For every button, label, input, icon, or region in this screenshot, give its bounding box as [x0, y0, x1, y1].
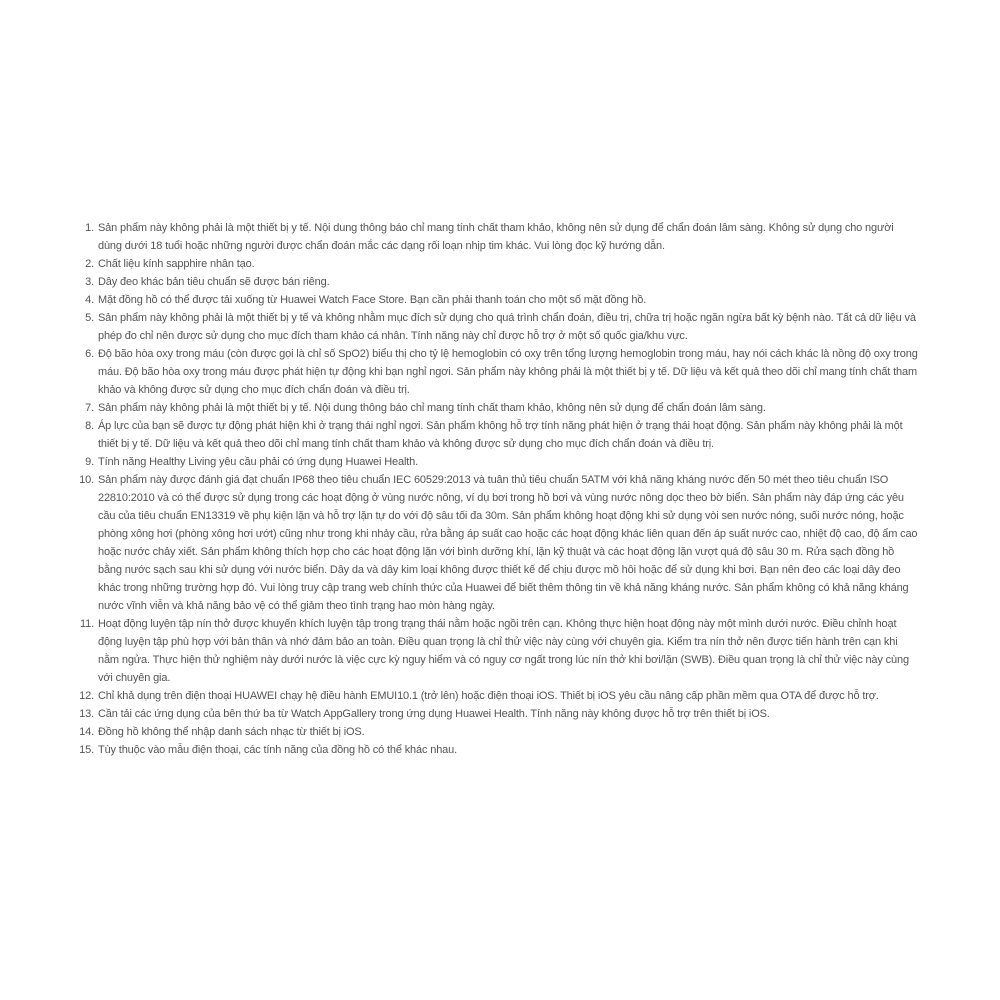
footnote-text: Hoạt động luyện tập nín thở được khuyến khích luyện tập trong trạng thái nằm hoặc ngồi trên cạn. Không thực hiện hoạt động này một mình dưới nước. Điều chỉnh hoạt động luyện tập phù hợp với bản thân và nhớ đảm bảo an toàn. Điều quan trọng là chỉ thử việc này cùng với chuyên gia. Kiểm tra nín thở nên được tiến hành trên cạn khi nằm ngửa. Thực hiện thử nghiệm này dưới nước là việc cực kỳ nguy hiểm và có nguy cơ ngất trong lúc nín thở khi bơi/lặn (SWB). Điều quan trọng là chỉ thử việc này cùng với chuyên gia. [98, 618, 909, 684]
footnote-number: 13. [79, 708, 94, 720]
footnote-text: Đồng hồ không thể nhập danh sách nhạc từ thiết bị iOS. [98, 726, 365, 738]
footnote-text: Sản phẩm này được đánh giá đạt chuẩn IP68 theo tiêu chuẩn IEC 60529:2013 và tuân thủ tiêu chuẩn 5ATM với khả năng kháng nước đến 50 mét theo tiêu chuẩn ISO 22810:2010 và có thể được sử dụng trong các hoạt động ở vùng nước nông, ví dụ bơi trong hồ bơi và vùng nước nông dọc theo bờ biển. Sản phẩm này đáp ứng các yêu cầu của tiêu chuẩn EN13319 về phụ kiện lặn và hỗ trợ lặn tự do với độ sâu tối đa 30m. Sản phẩm không hoạt động khi sử dụng vòi sen nước nóng, suối nước nóng, hoặc phòng xông hơi (phòng xông hơi ướt) cũng như trong khi nhảy cầu, rửa bằng áp suất cao hoặc các hoạt động khác liên quan đến áp suất nước cao, nhiệt độ cao, độ ẩm cao hoặc nước chảy xiết. Sản phẩm không thích hợp cho các hoạt động lặn với bình dưỡng khí, lặn kỹ thuật và các hoạt động lặn vượt quá độ sâu 30 m. Rửa sạch đồng hồ bằng nước sạch sau khi sử dụng với nước biển. Dây da và dây kim loại không được thiết kế để chịu được mồ hôi hoặc để sử dụng khi bơi. Bạn nên đeo các loại dây đeo khác trong những trường hợp đó. Vui lòng truy cập trang web chính thức của Huawei để biết thêm thông tin về khả năng kháng nước. Sản phẩm không có khả năng kháng nước vĩnh viễn và khả năng bảo vệ có thể giảm theo tình trạng hao mòn hàng ngày. [98, 474, 918, 612]
footnote-number: 12. [79, 690, 94, 702]
footnote-item [78, 705, 920, 723]
footnote-number: 2. [85, 258, 94, 270]
footnote-number: 9. [85, 456, 94, 468]
footnotes-list [78, 219, 920, 759]
footnote-item [78, 741, 920, 759]
footnote-text: Sản phẩm này không phải là một thiết bị y tế và không nhằm mục đích sử dụng cho quá trình chẩn đoán, điều trị, chữa trị hoặc ngăn ngừa bất kỳ bệnh nào. Tất cả dữ liệu và phép đo chỉ nên được sử dụng cho mục đích tham khảo cá nhân. Tính năng này chỉ được hỗ trợ ở một số quốc gia/khu vực. [98, 312, 916, 342]
footnote-item [78, 687, 920, 705]
footnote-item [78, 723, 920, 741]
footnote-number: 1. [85, 222, 94, 234]
footnote-text: Cần tải các ứng dụng của bên thứ ba từ Watch AppGallery trong ứng dụng Huawei Health. Tính năng này không được hỗ trợ trên thiết bị iOS. [98, 708, 770, 720]
footnote-number: 5. [85, 312, 94, 324]
footnote-text: Sản phẩm này không phải là một thiết bị y tế. Nội dung thông báo chỉ mang tính chất tham khảo, không nên sử dụng để chẩn đoán lâm sàng. Không sử dụng cho người dùng dưới 18 tuổi hoặc những người được chẩn đoán mắc các dạng rối loạn nhịp tim khác. Vui lòng đọc kỹ hướng dẫn. [98, 222, 894, 252]
footnote-item [78, 309, 920, 345]
footnote-number: 15. [79, 744, 94, 756]
footnote-number: 11. [79, 618, 94, 630]
footnote-item [78, 453, 920, 471]
footnote-text: Mặt đồng hồ có thể được tải xuống từ Huawei Watch Face Store. Bạn cần phải thanh toán cho một số mặt đồng hồ. [98, 294, 647, 306]
footnote-item [78, 219, 920, 255]
footnote-item [78, 417, 920, 453]
footnote-text: Chỉ khả dụng trên điện thoại HUAWEI chạy hệ điều hành EMUI10.1 (trở lên) hoặc điện thoại iOS. Thiết bị iOS yêu cầu nâng cấp phần mềm qua OTA để được hỗ trợ. [98, 690, 879, 702]
footnote-item [78, 255, 920, 273]
footnote-item [78, 471, 920, 615]
footnote-text: Sản phẩm này không phải là một thiết bị y tế. Nội dung thông báo chỉ mang tính chất tham khảo, không nên sử dụng để chẩn đoán lâm sàng. [98, 402, 766, 414]
footnote-item [78, 291, 920, 309]
footnote-text: Tính năng Healthy Living yêu cầu phải có ứng dụng Huawei Health. [98, 456, 419, 468]
footnote-text: Độ bão hòa oxy trong máu (còn được gọi là chỉ số SpO2) biểu thị cho tỷ lệ hemoglobin có oxy trên tổng lượng hemoglobin trong máu, hay nói cách khác là nồng độ oxy trong máu. Độ bão hòa oxy trong máu được phát hiện tự động khi bạn nghỉ ngơi. Sản phẩm này không phải là một thiết bị y tế. Dữ liệu và kết quả theo dõi chỉ mang tính chất tham khảo và không được sử dụng cho mục đích chẩn đoán và điều trị. [98, 348, 918, 396]
footnote-item [78, 273, 920, 291]
footnote-item [78, 399, 920, 417]
footnote-number: 10. [79, 474, 94, 486]
footnote-text: Áp lực của bạn sẽ được tự động phát hiện khi ở trạng thái nghỉ ngơi. Sản phẩm không hỗ trợ tính năng phát hiện ở trạng thái hoạt động. Sản phẩm này không phải là một thiết bị y tế. Dữ liệu và kết quả theo dõi chỉ mang tính chất tham khảo và không được sử dụng cho mục đích chẩn đoán và điều trị. [98, 420, 903, 450]
footnote-number: 6. [85, 348, 94, 360]
footnote-text: Tùy thuộc vào mẫu điện thoại, các tính năng của đồng hồ có thể khác nhau. [98, 744, 458, 756]
footnote-item [78, 345, 920, 399]
footnote-item [78, 615, 920, 687]
footnote-number: 4. [85, 294, 94, 306]
footnote-text: Chất liệu kính sapphire nhân tạo. [98, 258, 255, 270]
footnote-number: 3. [85, 276, 94, 288]
footnote-number: 14. [79, 726, 94, 738]
footnote-number: 8. [85, 420, 94, 432]
footnote-number: 7. [85, 402, 94, 414]
footnote-text: Dây đeo khác bản tiêu chuẩn sẽ được bán riêng. [98, 276, 330, 288]
